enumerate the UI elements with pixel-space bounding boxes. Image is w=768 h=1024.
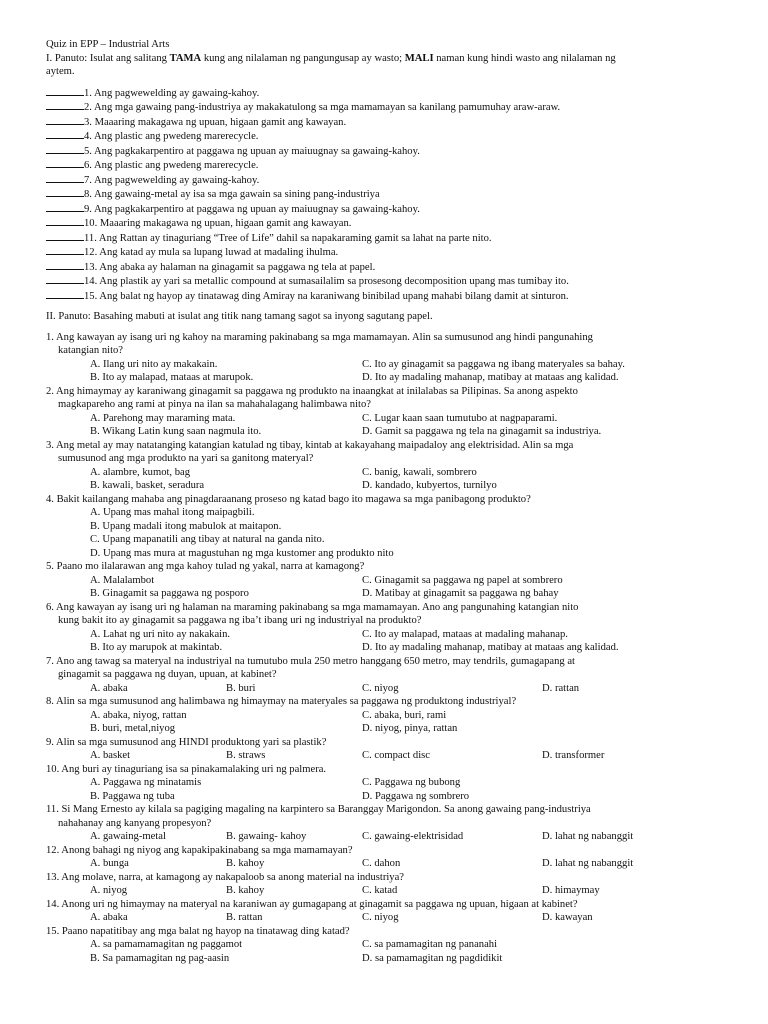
answer-option[interactable]: A. niyog — [90, 885, 128, 896]
tf-item-text: 7. Ang pagwewelding ay gawaing-kahoy. — [84, 174, 260, 186]
option-row — [46, 628, 736, 642]
tf-item-text: 13. Ang abaka ay halaman na ginagamit sa paggawa ng tela at papel. — [84, 261, 376, 273]
answer-option[interactable]: D. Ito ay madaling mahanap, matibay at mataas ang kalidad. — [362, 372, 619, 383]
question-text-cont: ginagamit sa paggawa ng duyan, upuan, at kabinet? — [58, 669, 277, 680]
question-text-cont: sumusunod ang mga produkto na yari sa ganitong materyal? — [58, 453, 314, 464]
answer-option[interactable]: D. himaymay — [542, 885, 600, 896]
answer-option[interactable]: D. Matibay at ginagamit sa paggawa ng bahay — [362, 588, 559, 599]
question-text: 2. Ang himaymay ay karaniwang ginagamit sa paggawa ng produkto na inaangkat at inilalabas sa Pilipinas. Sa anong aspekto — [46, 385, 578, 397]
tf-item — [46, 86, 736, 101]
answer-blank[interactable] — [46, 129, 84, 139]
question — [46, 331, 736, 385]
tf-item — [46, 202, 736, 217]
answer-option[interactable]: D. rattan — [542, 682, 580, 694]
question-text-cont: kung bakit ito ay ginagamit sa paggawa ng iba’t ibang uri ng industriyal na produkto? — [58, 615, 422, 626]
tf-item — [46, 158, 736, 173]
answer-option[interactable]: A. Paggawa ng minatamis — [90, 777, 202, 788]
answer-option[interactable]: B. kahoy — [226, 858, 265, 869]
tf-item-text: 14. Ang plastik ay yari sa metallic compound at sumasailalim sa prosesong decomposition upang mas tumibay ito. — [84, 276, 569, 287]
answer-option[interactable]: B. buri, metal,niyog — [90, 723, 176, 734]
tf-item-text: 1. Ang pagwewelding ay gawaing-kahoy. — [84, 87, 260, 99]
question — [46, 385, 736, 439]
answer-option[interactable]: C. niyog — [362, 912, 399, 923]
answer-blank[interactable] — [46, 274, 84, 284]
question — [46, 560, 736, 601]
option-row — [46, 479, 736, 493]
answer-option[interactable]: A. Lahat ng uri nito ay nakakain. — [90, 628, 231, 640]
tf-item-text: 4. Ang plastic ang pwedeng marerecycle. — [84, 131, 259, 142]
answer-blank[interactable] — [46, 289, 84, 299]
option-row — [46, 641, 736, 655]
tf-item-text: 2. Ang mga gawaing pang-industriya ay makakatulong sa mga mamamayan sa kanilang pamumuhay araw-araw. — [84, 102, 561, 113]
answer-option[interactable]: A. basket — [90, 750, 131, 761]
tf-item — [46, 289, 736, 304]
question-text: 10. Ang buri ay tinaguriang isa sa pinakamalaking uri ng palmera. — [46, 763, 327, 775]
answer-option[interactable]: C. Lugar kaan saan tumutubo at nagpaparami. — [362, 412, 558, 424]
answer-option[interactable]: C. katad — [362, 885, 398, 896]
answer-option[interactable]: A. abaka — [90, 912, 128, 923]
question — [46, 898, 736, 925]
option-row — [46, 722, 736, 736]
question — [46, 925, 736, 966]
quiz-document — [46, 38, 736, 965]
answer-option[interactable]: D. niyog, pinya, rattan — [362, 723, 458, 734]
answer-option[interactable]: D. Gamit sa paggawa ng tela na ginagamit sa industriya. — [362, 426, 602, 437]
answer-blank[interactable] — [46, 231, 84, 241]
answer-option[interactable]: C. niyog — [362, 682, 399, 694]
option-row — [46, 790, 736, 804]
question-text: 13. Ang molave, narra, at kamagong ay nakapaloob sa anong material na industriya? — [46, 871, 405, 883]
part1-instructions: I. Panuto: Isulat ang salitang TAMA kung ang nilalaman ng pangungusap ay wasto; MALI naman kung hindi wasto ang nilalaman ng — [46, 52, 616, 64]
answer-option[interactable]: D. Paggawa ng sombrero — [362, 790, 470, 802]
option-row — [46, 574, 736, 588]
multiple-choice-list — [46, 331, 736, 966]
answer-blank[interactable] — [46, 173, 84, 183]
tf-item-text: 5. Ang pagkakarpentiro at paggawa ng upuan ay maiuugnay sa gawaing-kahoy. — [84, 145, 420, 157]
question-text: 4. Bakit kailangang mahaba ang pinagdaraanang proseso ng katad bago ito magawa sa mga panibagong produkto? — [46, 493, 531, 505]
question-text: 3. Ang metal ay may natatanging katangian katulad ng tibay, kintab at kakayahang maipadaloy ang elektrisidad. Alin sa mga — [46, 439, 574, 451]
tf-item-text: 8. Ang gawaing-metal ay isa sa mga gawain sa sining pang-industriya — [84, 189, 380, 200]
answer-blank[interactable] — [46, 260, 84, 270]
answer-option[interactable]: A. Ilang uri nito ay makakain. — [90, 358, 218, 370]
option-row — [46, 371, 736, 385]
answer-option[interactable]: A. abaka, niyog, rattan — [90, 709, 187, 721]
answer-option[interactable]: B. gawaing- kahoy — [226, 831, 307, 842]
true-false-list — [46, 86, 736, 304]
option-row — [46, 709, 736, 723]
answer-option[interactable]: C. Ginagamit sa paggawa ng papel at sombrero — [362, 574, 563, 586]
question-text: 8. Alin sa mga sumusunod ang halimbawa ng himaymay na materyales sa paggawa ng produktong industriyal? — [46, 696, 517, 707]
tf-item-text: 6. Ang plastic ang pwedeng marerecycle. — [84, 160, 259, 171]
answer-option[interactable]: B. rattan — [226, 912, 263, 923]
quiz-title: Quiz in EPP – Industrial Arts — [46, 39, 170, 50]
question-text: 6. Ang kawayan ay isang uri ng halaman na maraming pakinabang sa mga mamamayan. Ano ang pangunahing katangian nito — [46, 601, 579, 613]
question — [46, 695, 736, 736]
question-text-cont: nahahanay ang kanyang propesyon? — [58, 817, 212, 829]
answer-option[interactable]: B. Paggawa ng tuba — [90, 790, 175, 802]
tf-item — [46, 260, 736, 275]
answer-option[interactable]: A. alambre, kumot, bag — [90, 466, 191, 478]
answer-option[interactable]: C. sa pamamagitan ng pananahi — [362, 939, 498, 950]
answer-option[interactable]: D. lahat ng nabanggit — [542, 858, 634, 869]
answer-option[interactable]: C. compact disc — [362, 750, 430, 761]
tf-item-text: 9. Ang pagkakarpentiro at paggawa ng upuan ay maiuugnay sa gawaing-kahoy. — [84, 203, 420, 215]
answer-option[interactable]: D. kandado, kubyertos, turnilyo — [362, 480, 497, 491]
answer-option[interactable]: A. gawaing-metal — [90, 831, 166, 842]
answer-option[interactable]: A. abaka — [90, 682, 128, 694]
answer-option[interactable]: A. Parehong may maraming mata. — [90, 412, 236, 424]
answer-option[interactable]: B. Ito ay malapad, mataas at marupok. — [90, 372, 254, 383]
answer-option[interactable]: A. Malalambot — [90, 574, 155, 586]
question — [46, 439, 736, 493]
answer-option[interactable]: B. Upang madali itong mabulok at maitapon. — [90, 520, 282, 532]
option-row — [46, 952, 736, 966]
question-text: 12. Anong bahagi ng niyog ang kapakipakinabang sa mga mamamayan? — [46, 844, 353, 856]
option-row — [46, 857, 736, 871]
answer-blank[interactable] — [46, 245, 84, 255]
answer-blank[interactable] — [46, 86, 84, 96]
option-row — [46, 358, 736, 372]
answer-option[interactable]: B. straws — [226, 750, 266, 761]
question-text-cont: katangian nito? — [58, 345, 124, 356]
tf-item — [46, 216, 736, 231]
question-text: 11. Si Mang Ernesto ay kilala sa pagiging magaling na karpintero sa Baranggay Marigondon. Sa anong gawaing pang-industriya — [46, 804, 591, 815]
answer-blank[interactable] — [46, 202, 84, 212]
answer-blank[interactable] — [46, 144, 84, 154]
answer-blank[interactable] — [46, 158, 84, 168]
question-text-cont: magkapareho ang rami at pinya na ilan sa mahahalagang halimbawa nito? — [58, 399, 371, 410]
answer-option[interactable]: B. Ginagamit sa paggawa ng posporo — [90, 588, 249, 599]
answer-option[interactable]: D. sa pamamagitan ng pagdidikit — [362, 952, 503, 964]
tf-item — [46, 187, 736, 202]
question-text: 7. Ano ang tawag sa materyal na industriyal na tumutubo mula 250 metro hanggang 650 metro, may tendrils, gumagapang at — [46, 655, 575, 667]
tf-item-text: 15. Ang balat ng hayop ay tinatawag ding Amiray na karaniwang binibilad upang mahabi bilang damit at sinturon. — [84, 290, 569, 302]
question — [46, 763, 736, 804]
answer-option[interactable]: C. Upang mapanatili ang tibay at natural na ganda nito. — [90, 534, 325, 545]
tf-item — [46, 173, 736, 188]
tf-item — [46, 100, 736, 115]
question-text: 9. Alin sa mga sumusunod ang HINDI produktong yari sa plastik? — [46, 736, 327, 748]
question-text: 15. Paano napatitibay ang mga balat ng hayop na tinatawag ding katad? — [46, 925, 350, 937]
answer-option[interactable]: B. Wikang Latin kung saan nagmula ito. — [90, 426, 262, 437]
option-row — [46, 682, 736, 696]
tf-item — [46, 274, 736, 289]
answer-blank[interactable] — [46, 216, 84, 226]
option-row — [46, 938, 736, 952]
tf-item-text: 3. Maaaring makagawa ng upuan, higaan gamit ang kawayan. — [84, 116, 347, 128]
question-text: 14. Anong uri ng himaymay na materyal na karaniwan ay gumagapang at ginagamit sa paggawa ng upuan, higaan at kabinet? — [46, 898, 578, 910]
tf-item-text: 11. Ang Rattan ay tinaguriang “Tree of Life” dahil sa napakaraming gamit sa lahat na parte nito. — [84, 232, 492, 244]
question — [46, 601, 736, 655]
answer-option[interactable]: B. kawali, basket, seradura — [90, 480, 205, 491]
option-row — [46, 911, 736, 925]
question — [46, 803, 736, 844]
option-row — [46, 587, 736, 601]
answer-option[interactable]: D. lahat ng nabanggit — [542, 831, 634, 842]
answer-option[interactable]: D. Ito ay madaling mahanap, matibay at mataas ang kalidad. — [362, 642, 619, 653]
tf-item — [46, 231, 736, 246]
question — [46, 871, 736, 898]
answer-option[interactable]: D. Upang mas mura at magustuhan ng mga kustomer ang produkto nito — [90, 547, 394, 559]
tf-item — [46, 245, 736, 260]
option-row — [46, 425, 736, 439]
question-text: 1. Ang kawayan ay isang uri ng kahoy na maraming pakinabang sa mga mamamayan. Alin sa sumusunod ang hindi pangunahing — [46, 331, 593, 343]
answer-option[interactable]: C. Ito ay ginagamit sa paggawa ng ibang materyales sa bahay. — [362, 358, 625, 370]
question — [46, 493, 736, 561]
question-text: 5. Paano mo ilalarawan ang mga kahoy tulad ng yakal, narra at kamagong? — [46, 561, 365, 572]
answer-option[interactable]: B. Ito ay marupok at makintab. — [90, 642, 223, 653]
answer-option[interactable]: C. Paggawa ng bubong — [362, 777, 461, 788]
answer-option[interactable]: B. buri — [226, 682, 256, 694]
option-row — [46, 466, 736, 480]
question — [46, 844, 736, 871]
answer-blank[interactable] — [46, 187, 84, 197]
answer-option[interactable]: C. dahon — [362, 858, 401, 869]
option-row — [46, 412, 736, 426]
answer-option[interactable]: A. bunga — [90, 858, 129, 869]
answer-option[interactable]: D. kawayan — [542, 912, 593, 923]
answer-option[interactable]: C. Ito ay malapad, mataas at madaling mahanap. — [362, 628, 568, 640]
answer-option[interactable]: B. kahoy — [226, 885, 265, 896]
answer-option[interactable]: B. Sa pamamagitan ng pag-aasin — [90, 952, 230, 964]
answer-option[interactable]: C. banig, kawali, sombrero — [362, 466, 477, 478]
tf-item-text: 12. Ang katad ay mula sa lupang luwad at madaling ihulma. — [84, 247, 339, 258]
answer-option[interactable]: C. abaka, buri, rami — [362, 709, 447, 721]
tf-item — [46, 144, 736, 159]
answer-option[interactable]: D. transformer — [542, 750, 605, 761]
tf-item-text: 10. Maaaring makagawa ng upuan, higaan gamit ang kawayan. — [84, 218, 352, 229]
answer-option[interactable]: C. gawaing-elektrisidad — [362, 831, 464, 842]
answer-blank[interactable] — [46, 115, 84, 125]
question — [46, 655, 736, 696]
option-row — [46, 830, 736, 844]
part2-instructions: II. Panuto: Basahing mabuti at isulat ang titik nang tamang sagot sa inyong sagutang papel. — [46, 311, 433, 322]
tf-item — [46, 115, 736, 130]
option-row — [46, 749, 736, 763]
option-row — [46, 776, 736, 790]
question — [46, 736, 736, 763]
tf-item — [46, 129, 736, 144]
answer-option[interactable]: A. Upang mas mahal itong maipagbili. — [90, 507, 255, 518]
answer-blank[interactable] — [46, 100, 84, 110]
option-row — [46, 884, 736, 898]
answer-option[interactable]: A. sa pamamamagitan ng paggamot — [90, 939, 243, 950]
part1-instructions-cont: aytem. — [46, 66, 75, 77]
